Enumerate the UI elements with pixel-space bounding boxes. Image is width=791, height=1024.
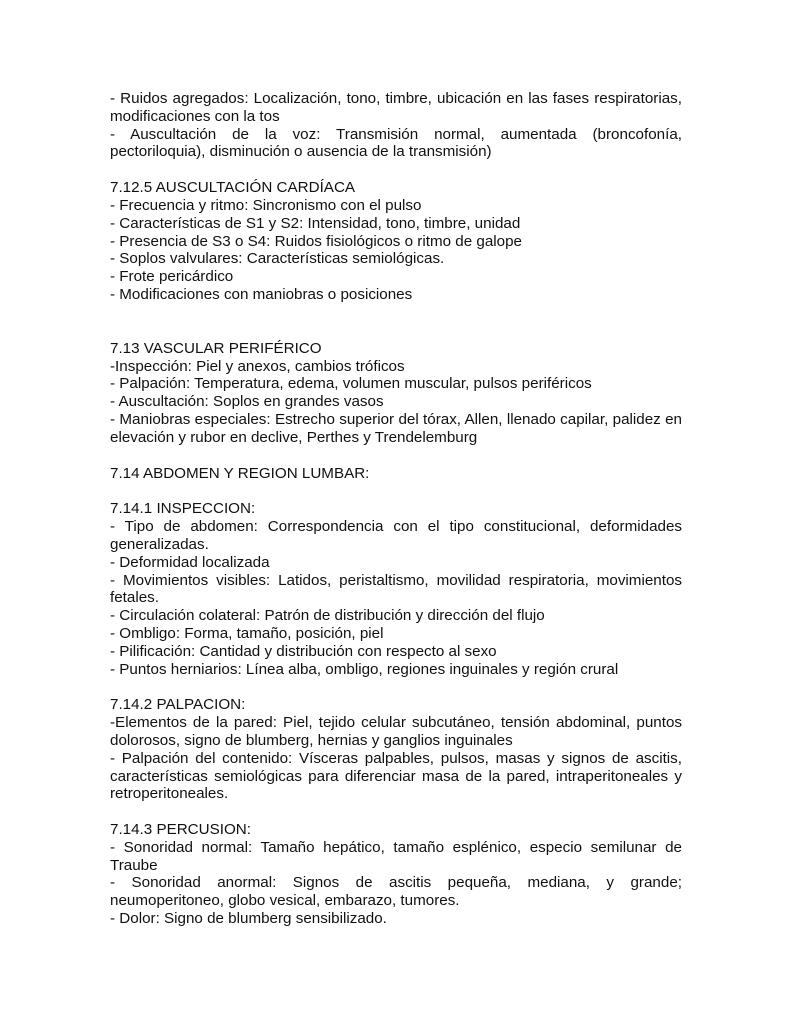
list-item: - Puntos herniarios: Línea alba, ombligo, regiones inguinales y región crural bbox=[110, 660, 619, 678]
paragraph-auscultacion-voz: - Auscultación de la voz: Transmisión normal, aumentada (broncofonía, pectoriloquia), disminución o ausencia de la transmisión) bbox=[110, 125, 682, 161]
subsection-heading-inspeccion: 7.14.1 INSPECCION: bbox=[110, 500, 256, 518]
list-item: - Deformidad localizada bbox=[110, 553, 270, 571]
section-heading-auscultacion-cardiaca: 7.12.5 AUSCULTACIÓN CARDÍACA bbox=[110, 179, 356, 197]
list-item: - Pilificación: Cantidad y distribución con respecto al sexo bbox=[110, 642, 497, 660]
spacer bbox=[110, 161, 682, 179]
list-item: - Modificaciones con maniobras o posiciones bbox=[110, 285, 413, 303]
list-item: - Dolor: Signo de blumberg sensibilizado. bbox=[110, 910, 387, 928]
list-item: - Presencia de S3 o S4: Ruidos fisiológicos o ritmo de galope bbox=[110, 232, 522, 250]
subsection-heading-palpacion: 7.14.2 PALPACION: bbox=[110, 696, 246, 714]
list-item: - Características de S1 y S2: Intensidad, tono, timbre, unidad bbox=[110, 214, 521, 232]
list-item: - Auscultación: Soplos en grandes vasos bbox=[110, 393, 384, 411]
list-item: - Movimientos visibles: Latidos, peristaltismo, movilidad respiratoria, movimientos fetales. bbox=[110, 571, 682, 607]
list-item: - Maniobras especiales: Estrecho superior del tórax, Allen, llenado capilar, palidez en elevación y rubor en declive, Perthes y Trendelemburg bbox=[110, 410, 682, 446]
spacer bbox=[110, 447, 682, 465]
list-item: - Circulación colateral: Patrón de distribución y dirección del flujo bbox=[110, 607, 545, 625]
list-item: - Palpación del contenido: Vísceras palpables, pulsos, masas y signos de ascitis, características semiológicas para diferenciar masa de la pared, intraperitoneales y retroperitoneales. bbox=[110, 749, 682, 803]
spacer bbox=[110, 678, 682, 696]
spacer bbox=[110, 304, 682, 340]
list-item: - Sonoridad anormal: Signos de ascitis pequeña, mediana, y grande; neumoperitoneo, globo vesical, embarazo, tumores. bbox=[110, 874, 682, 910]
list-item: - Sonoridad normal: Tamaño hepático, tamaño esplénico, especio semilunar de Traube bbox=[110, 838, 682, 874]
spacer bbox=[110, 803, 682, 821]
spacer bbox=[110, 482, 682, 500]
list-item: - Frote pericárdico bbox=[110, 268, 234, 286]
list-item: - Soplos valvulares: Características semiológicas. bbox=[110, 250, 445, 268]
list-item: - Frecuencia y ritmo: Sincronismo con el pulso bbox=[110, 196, 422, 214]
section-heading-abdomen: 7.14 ABDOMEN Y REGION LUMBAR: bbox=[110, 464, 370, 482]
subsection-heading-percusion: 7.14.3 PERCUSION: bbox=[110, 821, 251, 839]
list-item: -Inspección: Piel y anexos, cambios tróficos bbox=[110, 357, 405, 375]
list-item: - Palpación: Temperatura, edema, volumen muscular, pulsos periféricos bbox=[110, 375, 592, 393]
section-heading-vascular-periferico: 7.13 VASCULAR PERIFÉRICO bbox=[110, 339, 322, 357]
document-page bbox=[110, 90, 682, 928]
list-item: - Ombligo: Forma, tamaño, posición, piel bbox=[110, 624, 384, 642]
paragraph-ruidos-agregados: - Ruidos agregados: Localización, tono, timbre, ubicación en las fases respiratorias, modificaciones con la tos bbox=[110, 90, 682, 125]
list-item: - Tipo de abdomen: Correspondencia con el tipo constitucional, deformidades generalizadas. bbox=[110, 518, 682, 553]
list-item: -Elementos de la pared: Piel, tejido celular subcutáneo, tensión abdominal, puntos dolorosos, signo de blumberg, hernias y ganglios inguinales bbox=[110, 714, 682, 749]
